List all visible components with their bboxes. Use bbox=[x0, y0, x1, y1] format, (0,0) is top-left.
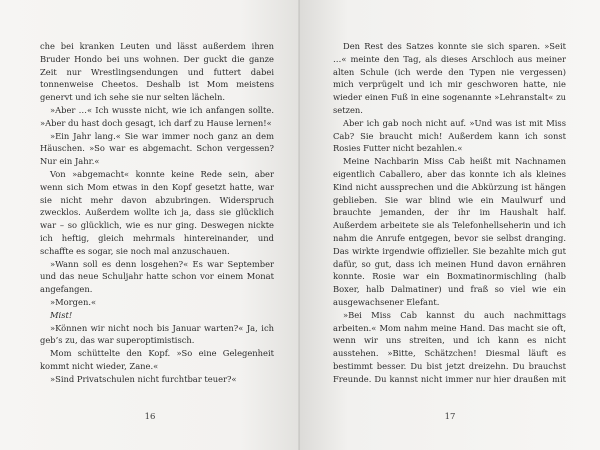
paragraph bbox=[40, 258, 274, 296]
paragraph bbox=[40, 168, 274, 258]
italic-text: Mist! bbox=[50, 309, 73, 320]
text-run: Meine Nachbarin Miss Cab heißt mit Nachnamen eigentlich Caballero, aber das konnte ich als kleines Kind nicht aussprechen und die Abkürzung ist hängen geblieben. Sie war blind wie ein Maulwurf und brauchte jemanden, der ihr im Haushalt half. Außerdem arbeitete sie als Telefonhellseherin und ich nahm die Anrufe entgegen, bevor sie selbst dranging. Das wirkte irgendwie offizieller. Sie bezahlte mich gut dafür, so gut, dass ich meinen Hund davon ernähren konnte. Rosie war ein Boxmatinormischling (halb Boxer, halb Dalmatiner) und fraß so viel wie ein ausgewachsener Elefant. bbox=[333, 156, 566, 307]
right-page bbox=[300, 0, 600, 450]
text-run: che bei kranken Leuten und lässt außerdem ihren Bruder Hondo bei uns wohnen. Der guckt die ganze Zeit nur Wrestlingsendungen und futtert dabei tonnenweise Cheetos. Deshalb ist Mom meistens genervt und ich sehe sie nur selten lächeln. bbox=[40, 41, 274, 103]
paragraph bbox=[40, 373, 274, 386]
paragraph bbox=[40, 296, 274, 309]
paragraph bbox=[40, 309, 274, 322]
paragraph bbox=[40, 347, 274, 373]
paragraph bbox=[333, 309, 566, 386]
left-page-text bbox=[40, 40, 274, 386]
text-run: »Aber …« Ich wusste nicht, wie ich anfangen sollte. »Aber du hast doch gesagt, ich darf zu Hause lernen!« bbox=[40, 104, 274, 128]
paragraph bbox=[333, 117, 566, 155]
paragraph bbox=[40, 40, 274, 104]
text-run: »Sind Privatschulen nicht furchtbar teuer?« bbox=[50, 373, 237, 384]
text-run: »Wann soll es denn losgehen?« Es war September und das neue Schuljahr hatte schon vor einem Monat angefangen. bbox=[40, 258, 274, 295]
text-run: Mom schüttelte den Kopf. »So eine Gelegenheit kommt nicht wieder, Zane.« bbox=[40, 348, 274, 371]
text-run: Von »abgemacht« konnte keine Rede sein, aber wenn sich Mom etwas in den Kopf gesetzt hatte, war sie nicht mehr davon abzubringen. Widerspruch zwecklos. Außerdem wollte ich ja, dass sie glücklich war – so glücklich, wie es nur ging. Deswegen nickte ich heftig, gleich mehrmals hintereinander, und schaffte es sogar, sie noch mal anzuschauen. bbox=[40, 168, 274, 256]
paragraph bbox=[333, 155, 566, 309]
right-page-text bbox=[333, 40, 566, 386]
text-run: Den Rest des Satzes konnte sie sich sparen. »Seit …« meinte den Tag, als dieses Arschloch aus meiner alten Schule (ich werde den Typen nie vergessen) mich verprügelt und ich mir geschworen hatte, nie wieder einen Fuß in eine sogenannte »Lehranstalt« zu setzen. bbox=[333, 41, 566, 115]
text-run: »Morgen.« bbox=[50, 296, 97, 307]
text-run: »Ein Jahr lang.« Sie war immer noch ganz an dem Häuschen. »So war es abgemacht. Schon vergessen? Nur ein Jahr.« bbox=[40, 130, 274, 167]
text-run: »Bei Miss Cab kannst du auch nachmittags arbeiten.« Mom nahm meine Hand. Das macht sie oft, wenn wir uns streiten, und ich kann es nicht ausstehen. »Bitte, Schätzchen! Diesmal läuft es bestimmt besser. Du bist jetzt dreizehn. Du brauchst Freunde. Du kannst nicht immer nur hier draußen mit bbox=[333, 309, 566, 384]
text-run: »Können wir nicht noch bis Januar warten?« Ja, ich geb’s zu, das war superoptimistisch. bbox=[40, 322, 274, 346]
paragraph bbox=[40, 130, 274, 168]
paragraph bbox=[333, 40, 566, 117]
text-run: Aber ich gab noch nicht auf. »Und was ist mit Miss Cab? Sie braucht mich! Außerdem kann ich sonst Rosies Futter nicht bezahlen.« bbox=[333, 117, 566, 154]
paragraph bbox=[40, 322, 274, 348]
paragraph bbox=[40, 104, 274, 130]
right-page-number: 17 bbox=[444, 412, 456, 422]
left-page-number: 16 bbox=[144, 412, 156, 422]
